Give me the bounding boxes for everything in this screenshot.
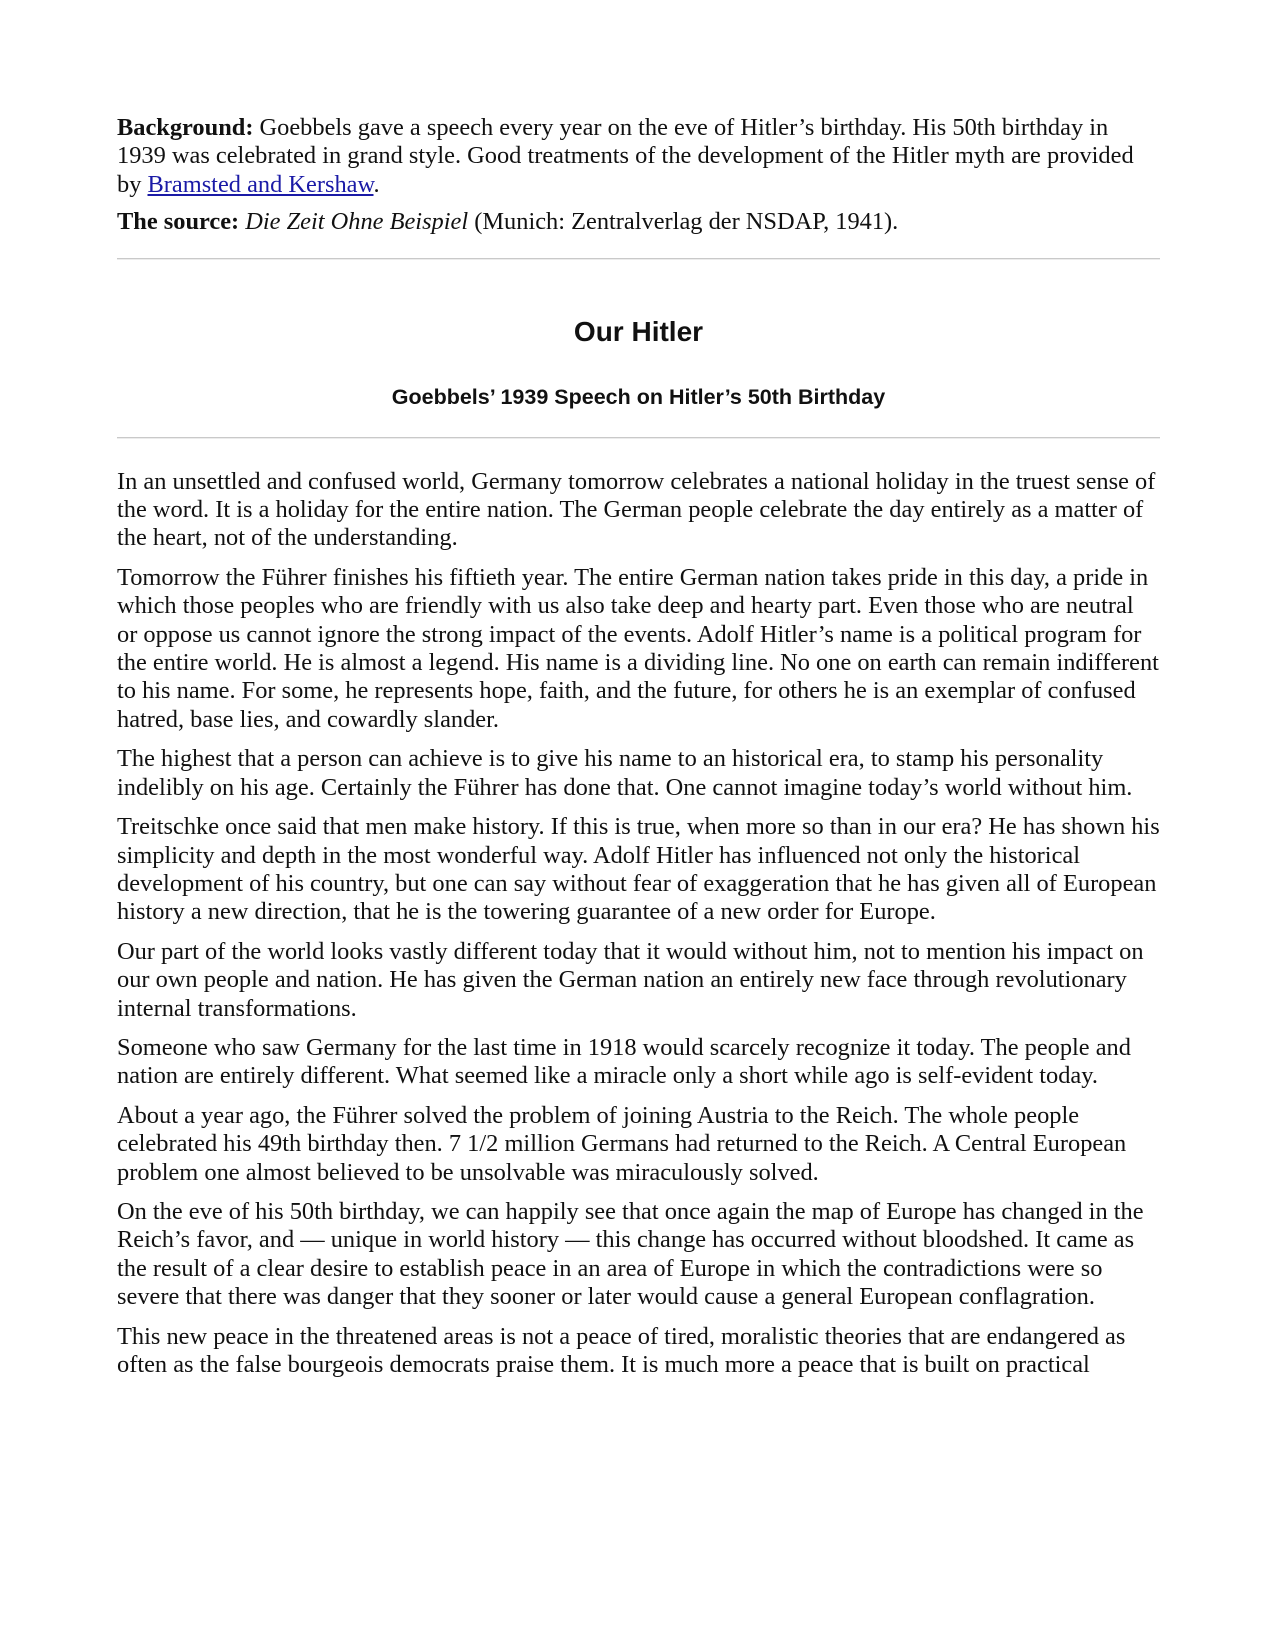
source-title: Die Zeit Ohne Beispiel	[245, 208, 469, 236]
speech-body	[117, 468, 1160, 1380]
document-page	[117, 114, 1160, 1390]
background-paragraph	[117, 114, 1160, 199]
intro-section	[117, 114, 1160, 237]
body-paragraph: Someone who saw Germany for the last time in 1918 would scarcely recognize it today. The people and nation are entirely different. What seemed like a miracle only a short while ago is self-evident today.	[117, 1033, 1131, 1090]
page-subtitle: Goebbels’ 1939 Speech on Hitler’s 50th Birthday	[391, 384, 886, 409]
page-title: Our Hitler	[573, 315, 704, 347]
background-label: Background:	[117, 114, 254, 141]
body-paragraph: Our part of the world looks vastly different today that it would without him, not to mention his impact on our own people and nation. He has given the German nation an entirely new face through revolutionary internal transformations.	[117, 937, 1144, 1022]
body-paragraph: In an unsettled and confused world, Germany tomorrow celebrates a national holiday in the truest sense of the word. It is a holiday for the entire nation. The German people celebrate the day entirely as a matter of the heart, not of the understanding.	[117, 467, 1156, 552]
body-paragraph: The highest that a person can achieve is to give his name to an historical era, to stamp his personality indelibly on his age. Certainly the Führer has done that. One cannot imagine today’s world without him.	[117, 745, 1133, 801]
source-label: The source:	[117, 208, 240, 236]
body-paragraph: Tomorrow the Führer finishes his fiftieth year. The entire German nation takes pride in this day, a pride in which those peoples who are friendly with us also take deep and hearty part. Even those who are neutral or oppose us cannot ignore the strong impact of the events. Adolf Hitler’s name is a political program for the entire world. He is almost a legend. His name is a dividing line. No one on earth can remain indifferent to his name. For some, he represents hope, faith, and the future, for others he is an exemplar of confused hatred, base lies, and cowardly slander.	[117, 563, 1159, 733]
body-paragraph: This new peace in the threatened areas is not a peace of tired, moralistic theories that are endangered as often as the false bourgeois democrats praise them. It is much more a peace that is built on practical	[117, 1322, 1126, 1378]
body-paragraph: Treitschke once said that men make history. If this is true, when more so than in our era? He has shown his simplicity and depth in the most wonderful way. Adolf Hitler has influenced not only the historical development of his country, but one can say without fear of exaggeration that he has given all of European history a new direction, that he is the towering guarantee of a new order for Europe.	[117, 813, 1160, 926]
background-text: Goebbels gave a speech every year on the eve of Hitler’s birthday. His 50th birthday in 1939 was celebrated in grand style. Good treatments of the development of the Hitler myth are provided by	[117, 114, 1134, 198]
background-text-end: .	[373, 170, 380, 198]
divider-bottom	[117, 437, 1160, 439]
body-paragraph: On the eve of his 50th birthday, we can happily see that once again the map of Europe has changed in the Reich’s favor, and — unique in world history — this change has occurred without bloodshed. It came as the result of a clear desire to establish peace in an area of Europe in which the contradictions were so severe that there was danger that they sooner or later would cause a general European conflagration.	[117, 1197, 1144, 1311]
body-paragraph: About a year ago, the Führer solved the problem of joining Austria to the Reich. The whole people celebrated his 49th birthday then. 7 1/2 million Germans had returned to the Reich. A Central European problem one almost believed to be unsolvable was miraculously solved.	[117, 1101, 1127, 1186]
divider-top	[117, 258, 1160, 260]
bramsted-kershaw-link[interactable]: Bramsted and Kershaw	[147, 170, 374, 198]
source-paragraph	[117, 208, 1160, 236]
source-text: (Munich: Zentralverlag der NSDAP, 1941).	[468, 208, 899, 236]
